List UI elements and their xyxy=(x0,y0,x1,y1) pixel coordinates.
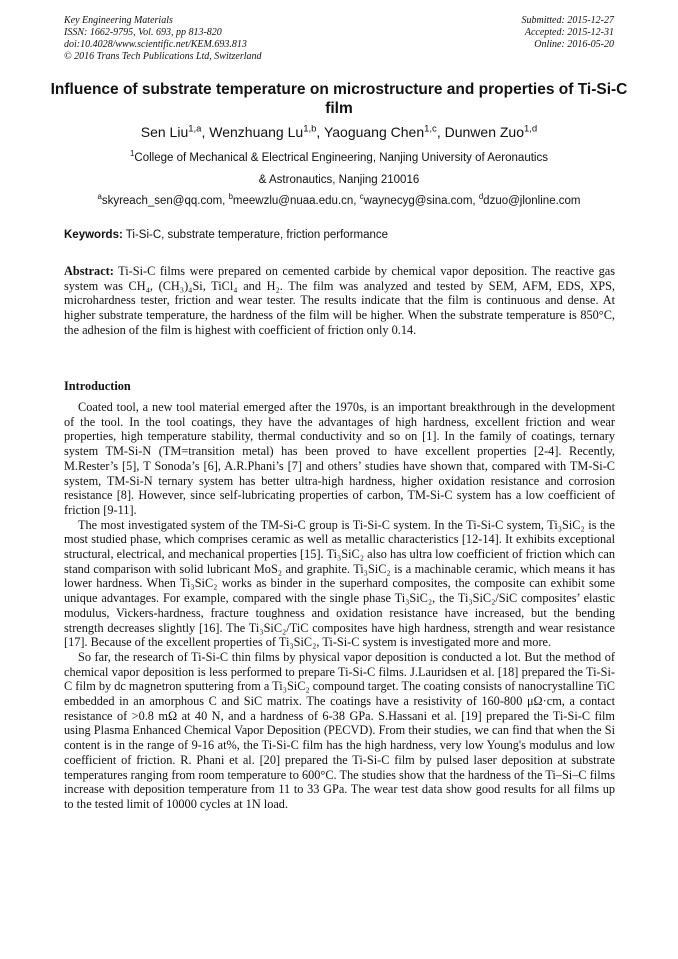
keywords-text: Ti-Si-C, substrate temperature, friction performance xyxy=(125,229,389,241)
paper-title: Influence of substrate temperature on microstructure and properties of Ti-Si-C film xyxy=(50,81,628,117)
email-mark: d xyxy=(478,192,484,202)
journal-info xyxy=(64,15,262,63)
introduction-body xyxy=(64,400,615,812)
author-name: Yaoguang Chen xyxy=(323,124,425,140)
journal-name: Key Engineering Materials xyxy=(64,15,173,26)
accepted-date: Accepted: 2015-12-31 xyxy=(524,27,614,38)
author-email: waynecyg@sina.com xyxy=(363,195,473,207)
email-mark: b xyxy=(228,192,233,202)
submission-dates xyxy=(522,15,615,51)
affiliation-mark: 1 xyxy=(130,149,135,159)
abstract-text: Ti-Si-C films were prepared on cemented carbide by chemical vapor deposition. The reactive gas system was CH₄, (CH₃)₄Si, TiCl₄ and H₂. The film was analyzed and tested by SEM, AFM, EDS, XPS, microhardness tester, friction and wear tester. The results indicate that the film is continuous and dense. At higher substrate temperature, the hardness of the film will be higher. When the substrate temperature is 850°C, the adhesion of the film is highest with coefficient of friction only 0.14. xyxy=(64,264,615,337)
journal-issn: ISSN: 1662-9795, Vol. 693, pp 813-820 xyxy=(64,27,222,38)
online-date: Online: 2016-05-20 xyxy=(534,39,614,50)
author-affiliation-mark: 1,c xyxy=(424,123,437,135)
author-email: meewzlu@nuaa.edu.cn xyxy=(232,195,354,207)
section-heading: Introduction xyxy=(64,379,131,393)
keywords-label: Keywords: xyxy=(64,229,123,241)
journal-copyright: © 2016 Trans Tech Publications Ltd, Switzerland xyxy=(64,51,262,62)
email-mark: a xyxy=(97,192,102,202)
submitted-date: Submitted: 2015-12-27 xyxy=(521,15,614,26)
author-name: Dunwen Zuo xyxy=(444,124,524,140)
abstract-label: Abstract: xyxy=(64,264,114,278)
author-affiliation-mark: 1,b xyxy=(303,123,317,135)
author-affiliation-mark: 1,d xyxy=(524,123,538,135)
affiliation-line-1 xyxy=(0,151,678,165)
paragraph: Coated tool, a new tool material emerged after the 1970s, is an important breakthrough in the development of the tool. In the tool coatings, they have the advantages of high hardness, excellent friction and wear properties, high temperature stability, thermal conductivity and so on [1]. In the family of coatings, ternary system TM-Si-N (TM=transition metal) has been proved to have excellent properties [2-4]. Recently, M.Rester’s [5], T Sonoda’s [6], A.R.Phani’s [7] and others’ studies have shown that, compared with TM-Si-C system, TM-Si-N ternary system has better ultra-high hardness, higher oxidation resistance and corrosion resistance [8]. However, since self-lubricating properties of carbon, TM-Si-C system has a low coefficient of friction [9-11]. xyxy=(64,400,615,517)
author-email: dzuo@jlonline.com xyxy=(483,195,581,207)
journal-doi: doi:10.4028/www.scientific.net/KEM.693.813 xyxy=(64,39,247,50)
affiliation-text-1: College of Mechanical & Electrical Engineering, Nanjing University of Aeronautics xyxy=(134,152,548,164)
author-affiliation-mark: 1,a xyxy=(188,123,202,135)
author-name: Wenzhuang Lu xyxy=(209,124,304,140)
abstract xyxy=(64,264,615,338)
author-list: Sen Liu$^{1,a}$, Wenzhuang Lu$^{1,b}$, Yaoguang Chen$^{1,c}$, Dunwen Zuo$^{1,d}$ xyxy=(140,123,538,140)
author-emails: $^a$skyreach_sen@qq.com, $^b$meewzlu@nuaa.edu.cn, $^c$waynecyg@sina.com, $^d$dzuo@jlonline.com xyxy=(97,192,581,207)
author-email: skyreach_sen@qq.com xyxy=(101,195,223,207)
keywords xyxy=(64,228,616,242)
affiliation-line-2: & Astronautics, Nanjing 210016 xyxy=(258,174,420,186)
paragraph: So far, the research of Ti-Si-C thin films by physical vapor deposition is conducted a lot. But the method of chemical vapor deposition is less performed to prepare Ti-Si-C films. J.Lauridsen et al. [18] prepared the Ti-Si-C film by dc magnetron sputtering from a Ti₃SiC₂ compound target. The coating consists of nanocrystalline TiC embedded in an amorphous C and SiC matrix. The coatings have a resistivity of 160-800 μΩ·cm, a contact resistance of >0.8 mΩ at 40 N, and a hardness of 6-38 GPa. S.Hassani et al. [19] prepared the Ti-Si-C film using Plasma Enhanced Chemical Vapor Deposition (PECVD). From their studies, we can find that when the Si content is in the range of 9-16 at%, the Ti-Si-C film has the high hardness, very low Young's modulus and low coefficient of friction. R. Phani et al. [20] prepared the Ti-Si-C film by pulsed laser deposition at substrate temperatures ranging from room temperature to 600°C. The studies show that the hardness of the Ti–Si–C films increase with deposition temperature from 11 to 33 GPa. The wear test data show good results for all films up to the tested limit of 10000 cycles at 1N load. xyxy=(64,649,615,811)
email-mark: c xyxy=(359,192,364,202)
paragraph: The most investigated system of the TM-Si-C group is Ti-Si-C system. In the Ti-Si-C system, Ti₃SiC₂ is the most studied phase, which comprises ceramic as well as metallic characteristics [12-14]. It exhibits exceptional structural, electrical, and mechanical properties [15]. Ti₃SiC₂ also has ultra low coefficient of friction which can stand comparison with solid lubricant MoS₂ and graphite. Ti₃SiC₂ is a machinable ceramic, which means it has lower hardness. When Ti₃SiC₂ works as binder in the superhard composites, the composite can exhibit some unique advantages. For example, compared with the single phase Ti₃SiC₂, the Ti₃SiC₂/SiC composites’ elastic modulus, Vickers-hardness, fracture toughness and oxidation resistance have increased, but the bending strength decreases slightly [16]. The Ti₃SiC₂/TiC composites have high hardness, strength and wear resistance [17]. Because of the excellent properties of Ti₃SiC₂, Ti-Si-C system is investigated more and more. xyxy=(64,517,615,650)
author-name: Sen Liu xyxy=(140,124,189,140)
